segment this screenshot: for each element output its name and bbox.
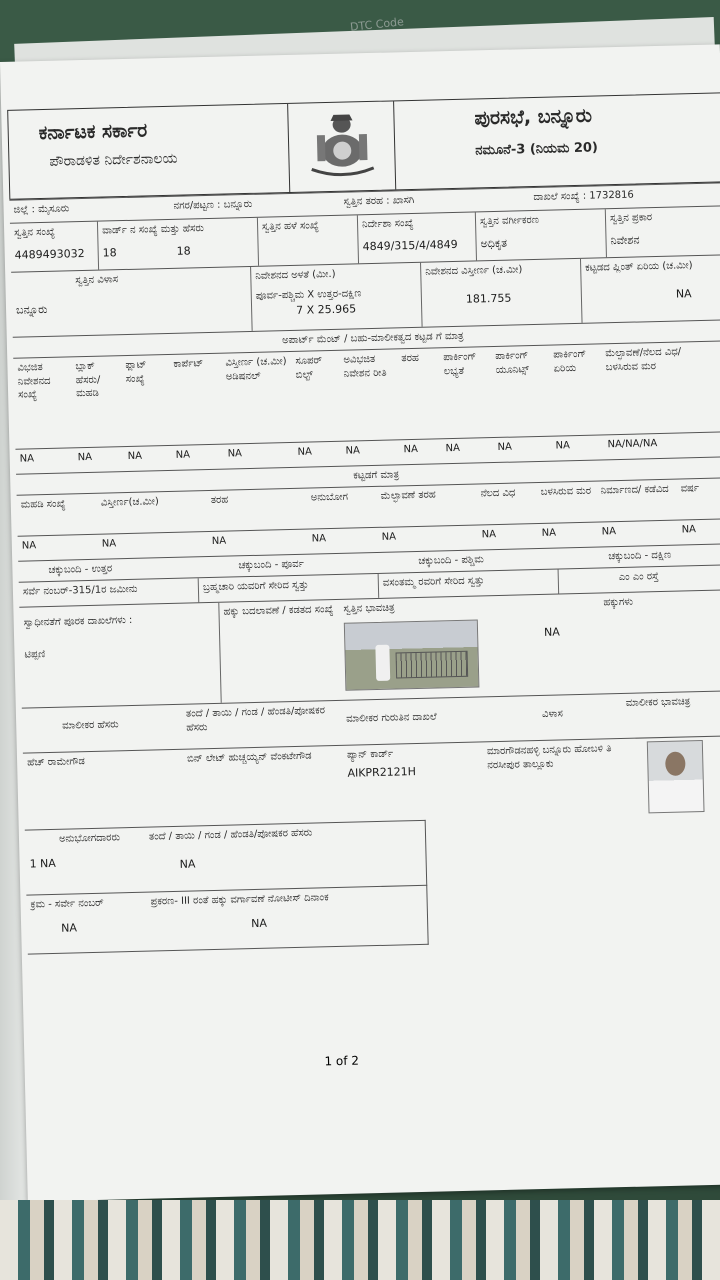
apt-value-0: NA [19, 453, 35, 465]
bld-value-6: NA [541, 527, 557, 539]
classification-cell [476, 209, 607, 260]
bld-value-4: NA [381, 531, 397, 543]
apt-header-5: ಸೂಪರ್ ಬಿಲ್ಟ್ [295, 355, 323, 381]
property-register-form [7, 92, 720, 954]
owner-id-number: AIKPR2121H [347, 764, 417, 780]
fabric-background [0, 1200, 720, 1280]
document-page [0, 44, 720, 1201]
survey-number-label: ಕ್ರಮ - ಸರ್ವೇ ನಂಬರ್ [30, 897, 104, 911]
bld-header-1: ವಿಸ್ತೀರ್ಣ(ಚ.ಮೀ) [100, 496, 159, 509]
bld-header-3: ಅನುಬೋಗ [310, 491, 349, 504]
bld-value-8: NA [681, 524, 697, 536]
direction-number: 4849/315/4/4849 [362, 237, 458, 253]
bld-value-1: NA [101, 538, 117, 550]
apt-header-11: ಮೆಲ್ಛಾವಣೆ/ನೆಲದ ವಿಧ/ಬಳಸಿರುವ ಮರ [605, 346, 682, 373]
header-classification: ಸ್ವತ್ತಿನ ವರ್ಗೀಕರಣ [479, 214, 539, 228]
bld-value-5: NA [481, 529, 497, 541]
ward-number: 18 [102, 245, 117, 260]
header-owner-relation: ತಂದೆ / ತಾಯಿ / ಗಂಡ / ಹೆಂಡತಿ/ಪೋಷಕರ ಹೆಸರು [185, 705, 326, 734]
header-address: ಸ್ವತ್ತಿನ ವಿಳಾಸ [75, 274, 119, 287]
owner-address: ಮಾರಗೌಡನಹಳ್ಳಿ ಬನ್ನೂರು ಹೋಬಳಿ ತಿ ನರಸೀಪುರ ತಾಲ್ಲೂಕು [486, 743, 612, 771]
measurement-cell [251, 263, 423, 331]
apt-value-5: NA [297, 446, 313, 458]
occupant-cell [25, 828, 147, 895]
apt-value-7: NA [403, 443, 419, 456]
header-right [394, 93, 720, 189]
apt-value-10: NA [555, 440, 571, 452]
property-type: ನಿವೇಶನ [610, 232, 640, 247]
header-owner-address: ವಿಳಾಸ [541, 708, 563, 720]
property-photo-cell [339, 595, 541, 700]
apt-value-6: NA [345, 445, 361, 457]
apt-value-3: NA [175, 449, 191, 461]
apartment-header-row [13, 340, 720, 449]
possession-docs-cell [19, 603, 221, 708]
bld-header-4: ಮೆಲ್ಛಾವಣೆ ತರಹ [380, 489, 436, 502]
property-address: ಬನ್ನೂರು [15, 302, 48, 317]
apt-header-8: ಪಾರ್ಕಿಂಗ್ ಲಭ್ಯತೆ [443, 351, 477, 377]
property-photo-label: ಸ್ವತ್ತಿನ ಭಾವಚಿತ್ರ [343, 602, 395, 615]
apt-value-2: NA [127, 450, 143, 462]
municipality-title: ಪುರಸಭೆ, ಬನ್ನೂರು [474, 104, 593, 130]
bld-header-0: ಮಹಡಿ ಸಂಖ್ಯೆ [20, 498, 66, 511]
header-ward: ವಾರ್ಡ್ ನ ಸಂಖ್ಯೆ ಮತ್ತು ಹೆಸರು [102, 223, 205, 237]
owner-id-cell [343, 742, 485, 821]
boundary-west: ವಸಂತಮ್ಮ ರವರಿಗೆ ಸೇರಿದ ಸ್ವತ್ತು [379, 570, 560, 598]
building-title: ಕಟ್ಟಡಗೆ ಮಾತ್ರ [353, 469, 400, 482]
apt-value-1: NA [77, 451, 93, 464]
possession-docs-label: ಸ್ವಾಧೀನತೆಗೆ ಪೂರಕ ದಾಖಲೆಗಳು : [23, 614, 133, 629]
plinth-cell [581, 255, 720, 323]
occupant-row-number: 1 NA [29, 856, 56, 871]
bld-value-0: NA [21, 540, 37, 552]
ward-name: 18 [176, 243, 191, 258]
district: ಜಿಲ್ಲೆ : ಮೈಸೂರು [13, 203, 70, 216]
boundary-north: ಸರ್ವೆ ನಂಬರ್-315/1ರ ಜಮೀನು [19, 578, 200, 606]
boundary-west-label: ಚಕ್ಕುಬಂದಿ - ಪಶ್ಚಿಮ [418, 554, 484, 567]
header-plinth: ಕಟ್ಟಡದ ಪ್ಲಿಂತ್ ಏರಿಯ (ಚ.ಮೀ) [585, 260, 693, 274]
rights-label: ಹಕ್ಕುಗಳು [603, 596, 634, 609]
header-type: ಸ್ವತ್ತಿನ ಪ್ರಕಾರ [609, 212, 653, 225]
apartment-title: ಅಪಾರ್ಟ್ ಮೆಂಟ್ / ಬಹು-ಮಾಲೀಕತ್ವದ ಕಟ್ಟಡ ಗೆ ಮಾತ್ರ [281, 330, 464, 347]
directorate-title: ಪೌರಾಡಳಿತ ನಿರ್ದೇಶನಾಲಯ [49, 150, 178, 170]
header-direction-number: ನಿರ್ದೇಶಾ ಸಂಖ್ಯೆ [361, 217, 414, 231]
apt-header-6: ಅವಿಭಜಿತ ನಿವೇಶನ ರೀತಿ [343, 353, 387, 380]
rights-cell [539, 590, 720, 695]
notice-date-value: NA [250, 916, 268, 930]
property-number-cell [10, 222, 99, 272]
bld-header-7: ನಿರ್ಮಾಣದ/ ಕಡೆವಿದ [600, 483, 669, 497]
notice-cell [146, 886, 427, 951]
direction-number-cell [358, 212, 477, 263]
apt-header-7: ತರಹ [401, 352, 420, 365]
apt-value-11: NA/NA/NA [607, 438, 658, 451]
bld-header-2: ತರಹ [210, 494, 229, 506]
rights-change-label: ಹಕ್ಕು ಬದಲಾವಣೆ / ಕಡತದ ಸಂಖ್ಯೆ [223, 604, 334, 618]
property-photo [344, 619, 480, 690]
govt-title: ಕರ್ನಾಟಕ ಸರ್ಕಾರ [38, 119, 148, 145]
owner-name: ಹೆಚ್ ರಾಮೇಗೌಡ [27, 756, 85, 769]
emblem-box [288, 101, 396, 192]
boundary-south: ಎಂ ಎಂ ರಸ್ತೆ [618, 571, 659, 584]
survey-number-value: NA [61, 920, 78, 935]
header-owner-id: ಮಾಲೀಕರ ಗುರುತಿನ ದಾಖಲೆ [346, 711, 437, 725]
owner-id-type: ಪ್ಯಾನ್ ಕಾರ್ಡ್ [346, 748, 394, 761]
occupant-relation-value: NA [179, 856, 196, 871]
apt-header-2: ಫ್ಲಾಟ್ ಸಂಖ್ಯೆ [125, 359, 147, 385]
classification: ಅಧಿಕೃತ [480, 236, 508, 250]
apt-value-8: NA [445, 442, 461, 455]
bld-header-6: ಬಳಸಿರುವ ಮರ [540, 485, 592, 498]
boundary-east: ಬ್ರಹ್ಮಚಾರಿ ಯವರಿಗೆ ಸೇರಿದ ಸ್ವತ್ತು [199, 574, 380, 602]
occupant-label: ಅನುಭೋಗದಾರರು [58, 832, 121, 845]
state-emblem-icon [300, 110, 384, 184]
boundary-east-label: ಚಕ್ಕುಬಂದಿ - ಪೂರ್ವ [238, 558, 304, 572]
boundary-north-label: ಚಕ್ಕುಬಂದಿ - ಉತ್ತರ [48, 563, 113, 576]
old-number-cell [258, 215, 359, 265]
occupant-row [25, 820, 427, 895]
header-left [8, 104, 290, 199]
header-old-number: ಸ್ವತ್ತಿನ ಹಳೆ ಸಂಖ್ಯೆ [261, 220, 319, 233]
area-cell [421, 259, 583, 327]
note-label: ಟಿಪ್ಪಣಿ [24, 648, 46, 661]
owner-photo [647, 740, 705, 813]
handwritten-note: DTC Code [349, 15, 405, 34]
owner-relation: ಬಿನ್ ಲೇಟ್ ಹುಚ್ಚಯ್ಯನ್ ವೆಂಕಟೇಗೌಡ [186, 750, 312, 765]
apt-value-4: NA [227, 448, 243, 460]
occupant-relation-cell [145, 821, 426, 892]
site-area: 181.755 [465, 291, 512, 306]
header-measurement: ನಿವೇಶನದ ಅಳತೆ (ಮೀ.) [255, 268, 336, 282]
town: ನಗರ/ಪಟ್ಟಣ : ಬನ್ನೂರು [173, 198, 253, 212]
bld-value-2: NA [211, 535, 227, 547]
possession-row [19, 589, 720, 708]
site-dimensions: 7 X 25.965 [295, 302, 357, 317]
bld-value-3: NA [311, 533, 327, 545]
plinth-area: NA [675, 286, 692, 301]
notice-date-label: ಪ್ರಕರಣ- III ರಂತೆ ಹಕ್ಕು ವರ್ಗಾವಣೆ ನೋಟೀಸ್ ದಿನಾಂಕ [150, 892, 329, 908]
apt-header-4: ವಿಸ್ತೀರ್ಣ (ಚ.ಮೀ) ಅಡಿಷನಲ್ [225, 356, 287, 383]
property-number: 4489493032 [14, 246, 85, 262]
owner-photo-cell [643, 737, 705, 814]
header-area: ನಿವೇಶನದ ವಿಸ್ತೀರ್ಣ (ಚ.ಮೀ) [425, 264, 523, 278]
header-owner-name: ಮಾಲೀಕರ ಹೆಸರು [62, 719, 119, 732]
record-number: ದಾಖಲೆ ಸಂಖ್ಯೆ : 1732816 [533, 189, 634, 204]
apt-header-1: ಬ್ಲಾಕ್ ಹೆಸರು/ ಮಹಡಿ [75, 360, 101, 400]
apt-header-10: ಪಾರ್ಕಿಂಗ್ ಏರಿಯ [553, 348, 587, 375]
bld-header-8: ವರ್ಷ [680, 483, 700, 495]
header-property-number: ಸ್ವತ್ತಿನ ಸಂಖ್ಯೆ [14, 226, 56, 239]
rights-value: NA [543, 624, 561, 639]
apt-header-9: ಪಾರ್ಕಿಂಗ್ ಯೂನಿಟ್ಸ್ [495, 350, 530, 376]
form-number: ನಮೂನೆ-3 (ನಿಯಮ 20) [475, 140, 599, 159]
boundary-south-label: ಚಕ್ಕುಬಂದಿ - ದಕ್ಷಿಣ [608, 549, 672, 563]
apt-value-9: NA [497, 441, 513, 453]
bld-value-7: NA [601, 526, 617, 538]
ward-cell [98, 218, 259, 270]
direction-label: ಪೂರ್ವ-ಪಶ್ಚಿಮ X ಉತ್ತರ-ದಕ್ಷಿಣ [255, 287, 362, 302]
bld-header-5: ನೆಲದ ವಿಧ [480, 487, 516, 500]
notice-row [26, 885, 428, 955]
header-owner-photo: ಮಾಲೀಕರ ಭಾವಚಿತ್ರ [625, 696, 691, 709]
apt-header-3: ಕಾರ್ಪೆಟ್ [173, 358, 204, 370]
property-kind: ಸ್ವತ್ತಿನ ತರಹ : ಖಾಸಗಿ [343, 194, 415, 208]
page-number: 1 of 2 [324, 1053, 360, 1069]
apt-header-0: ವಿಭಜಿತ ನಿವೇಶನದ ಸಂಖ್ಯೆ [17, 362, 51, 401]
form-header [7, 92, 720, 200]
occupant-relation-label: ತಂದೆ / ತಾಯಿ / ಗಂಡ / ಹೆಂಡತಿ/ಪೋಷಕರ ಹೆಸರು [148, 827, 313, 843]
address-cell [11, 267, 252, 337]
type-cell [606, 206, 720, 257]
survey-cell [26, 893, 147, 954]
